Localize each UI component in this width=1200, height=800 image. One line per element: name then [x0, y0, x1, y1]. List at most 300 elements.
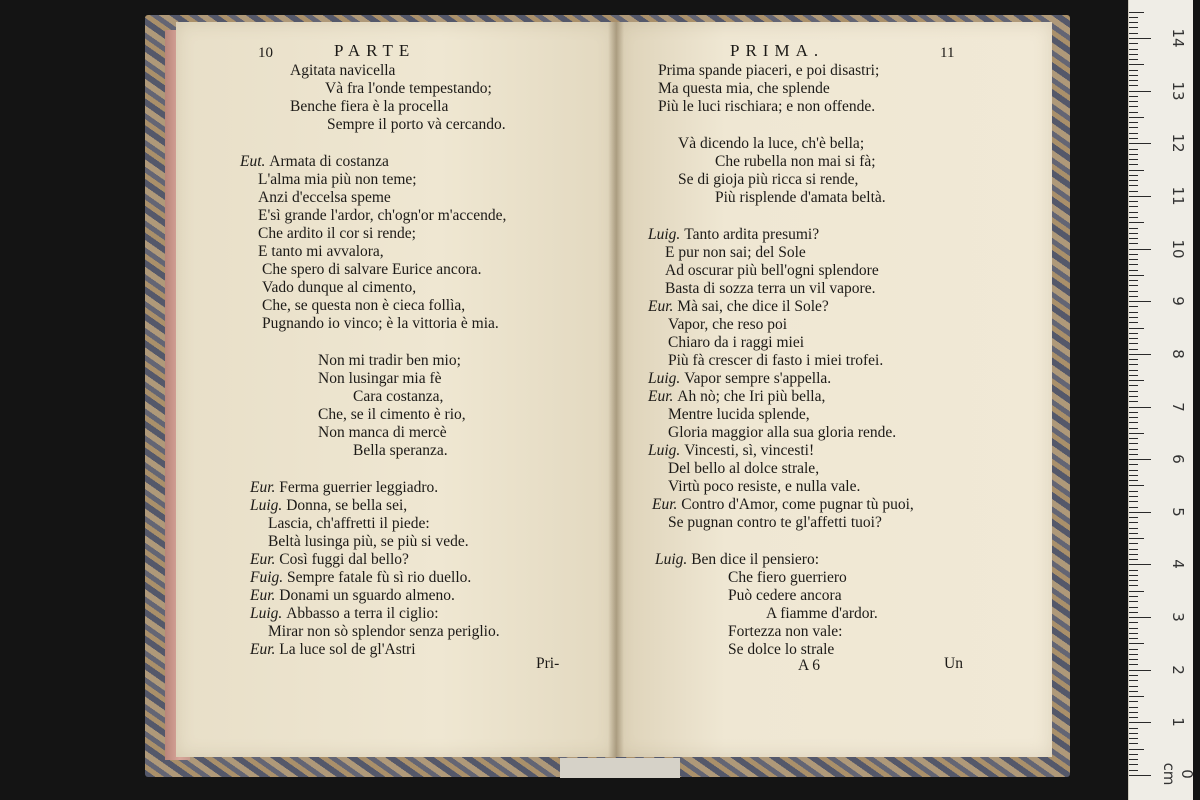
ruler-tick [1129, 49, 1138, 50]
ruler-tick [1129, 38, 1151, 39]
ruler-tick [1129, 275, 1144, 276]
ruler-tick [1129, 596, 1138, 597]
verse-text: Ferma guerrier leggiadro. [279, 479, 439, 496]
text-line [648, 388, 825, 406]
ruler-label: 3 [1169, 612, 1187, 622]
text-line [648, 226, 819, 244]
text-line [258, 189, 391, 207]
verse-text: Può cedere ancora [728, 587, 842, 604]
speaker-label: Luig. [648, 226, 685, 243]
verse-text: Ah nò; che Iri più bella, [677, 388, 826, 405]
ruler-tick [1129, 243, 1138, 244]
ruler-tick [1129, 464, 1138, 465]
speaker-label: Eur. [652, 496, 682, 513]
text-line [668, 406, 810, 424]
ruler-label: 13 [1169, 81, 1187, 101]
ruler-tick [1129, 117, 1144, 118]
ruler-label: 5 [1169, 507, 1187, 517]
ruler-tick [1129, 428, 1138, 429]
ruler-tick [1129, 707, 1138, 708]
ruler-tick [1129, 396, 1138, 397]
ruler-tick [1129, 775, 1151, 776]
text-line [668, 316, 787, 334]
ruler-tick [1129, 654, 1138, 655]
verse-text: Se di gioja più ricca si rende, [678, 171, 859, 188]
text-line [250, 605, 439, 623]
speaker-label: Eur. [250, 479, 280, 496]
verse-text: Ad oscurar più bell'ogni splendore [665, 262, 879, 279]
ruler-tick [1129, 80, 1138, 81]
verse-text: Non manca di mercè [318, 424, 447, 441]
ruler-tick [1129, 343, 1138, 344]
text-line [290, 98, 448, 116]
text-line [290, 62, 395, 80]
ruler-label: 9 [1169, 296, 1187, 306]
speaker-label: Luig. [648, 370, 685, 387]
ruler-tick [1129, 496, 1138, 497]
verse-text: Vado dunque al cimento, [262, 279, 417, 296]
text-line [268, 533, 469, 551]
ruler-tick [1129, 738, 1138, 739]
ruler-tick [1129, 328, 1144, 329]
ruler-tick [1129, 543, 1138, 544]
text-line [262, 297, 465, 315]
right-page-number: 11 [940, 45, 955, 61]
text-line [668, 514, 882, 532]
text-line [665, 262, 879, 280]
ruler-tick [1129, 570, 1138, 571]
ruler-tick [1129, 385, 1138, 386]
ruler-tick [1129, 96, 1138, 97]
verse-text: E'sì grande l'ardor, ch'ogn'or m'accende, [258, 207, 507, 224]
text-line [715, 189, 886, 207]
text-line [658, 80, 830, 98]
verse-text: Virtù poco resiste, e nulla vale. [668, 478, 861, 495]
ruler-tick [1129, 564, 1151, 565]
verse-text: Và fra l'onde tempestando; [325, 80, 492, 97]
ruler-tick [1129, 375, 1138, 376]
ruler-label: 12 [1169, 133, 1187, 153]
speaker-label: Eur. [250, 641, 280, 658]
speaker-label: Luig. [655, 551, 692, 568]
verse-text: Che spero di salvare Eurice ancora. [262, 261, 482, 278]
ruler-tick [1129, 333, 1138, 334]
ruler-tick [1129, 554, 1138, 555]
ruler-tick [1129, 380, 1144, 381]
ruler-tick [1129, 354, 1151, 355]
ruler-tick [1129, 528, 1138, 529]
text-line [240, 153, 389, 171]
ruler-tick [1129, 338, 1138, 339]
ruler-tick [1129, 470, 1138, 471]
ruler-tick [1129, 628, 1138, 629]
verse-text: Benche fiera è la procella [290, 98, 449, 115]
ruler-label: 6 [1169, 454, 1187, 464]
ruler-tick [1129, 401, 1138, 402]
ruler-tick [1129, 143, 1151, 144]
verse-text: Fortezza non vale: [728, 623, 843, 640]
verse-text: Agitata navicella [290, 62, 396, 79]
ruler-tick [1129, 733, 1138, 734]
ruler-tick [1129, 649, 1138, 650]
verse-text: Và dicendo la luce, ch'è bella; [678, 135, 865, 152]
ruler-label: 0 cm [1160, 762, 1196, 786]
speaker-label: Eur. [648, 298, 678, 315]
ruler-tick [1129, 106, 1138, 107]
ruler-label: 1 [1169, 717, 1187, 728]
verse-text: Sempre il porto và cercando. [327, 116, 506, 133]
ruler-tick [1129, 533, 1138, 534]
ruler-tick [1129, 233, 1138, 234]
ruler-tick [1129, 612, 1138, 613]
verse-text: Mentre lucida splende, [668, 406, 810, 423]
text-line [258, 225, 416, 243]
text-line [728, 569, 847, 587]
ruler-tick [1129, 407, 1151, 408]
speaker-label: Eur. [648, 388, 678, 405]
text-line [648, 298, 829, 316]
ruler-tick [1129, 491, 1138, 492]
verse-text: La luce sol de gl'Astri [279, 641, 416, 658]
text-line [353, 442, 448, 460]
ruler-tick [1129, 101, 1138, 102]
ruler-tick [1129, 659, 1138, 660]
speaker-label: Luig. [250, 497, 287, 514]
verse-text: Cara costanza, [353, 388, 444, 405]
ruler-tick [1129, 622, 1138, 623]
ruler-tick [1129, 717, 1138, 718]
text-line [258, 243, 384, 261]
ruler-tick [1129, 349, 1138, 350]
ruler-tick [1129, 701, 1138, 702]
ruler-tick [1129, 301, 1151, 302]
verse-text: Che, se questa non è cieca follìa, [262, 297, 466, 314]
ruler-tick [1129, 749, 1144, 750]
text-line [668, 334, 804, 352]
ruler-tick [1129, 33, 1138, 34]
ruler-tick [1129, 575, 1138, 576]
text-line [668, 352, 883, 370]
verse-text: Abbasso a terra il ciglio: [286, 605, 439, 622]
speaker-label: Luig. [648, 442, 685, 459]
text-line [678, 135, 864, 153]
ruler-tick [1129, 138, 1138, 139]
ruler-label: 14 [1169, 28, 1187, 48]
ruler-tick [1129, 549, 1138, 550]
ruler-tick [1129, 475, 1138, 476]
text-line [658, 98, 875, 116]
text-line [728, 587, 842, 605]
ruler-tick [1129, 154, 1138, 155]
ruler-tick [1129, 43, 1138, 44]
text-line [262, 279, 416, 297]
ruler-tick [1129, 70, 1138, 71]
text-line [728, 623, 842, 641]
ruler-tick [1129, 454, 1138, 455]
verse-text: Non mi tradir ben mio; [318, 352, 461, 369]
ruler-label: 8 [1169, 349, 1187, 359]
ruler-tick [1129, 538, 1144, 539]
verse-text: Così fuggi dal bello? [279, 551, 409, 568]
verse-text: Sempre fatale fù sì rio duello. [287, 569, 472, 586]
ruler-tick [1129, 643, 1144, 644]
ruler-tick [1129, 364, 1138, 365]
text-line [250, 551, 409, 569]
text-line [715, 153, 876, 171]
ruler-tick [1129, 480, 1138, 481]
ruler-tick [1129, 317, 1138, 318]
text-line [668, 478, 860, 496]
verse-text: Armata di costanza [269, 153, 389, 170]
ruler-label: 11 [1169, 186, 1187, 206]
ruler-tick [1129, 485, 1144, 486]
verse-text: L'alma mia più non teme; [258, 171, 417, 188]
ruler-tick [1129, 617, 1151, 618]
verse-text: E pur non sai; del Sole [665, 244, 806, 261]
verse-text: A fiamme d'ardor. [766, 605, 878, 622]
ruler-tick [1129, 196, 1151, 197]
ruler-tick [1129, 201, 1138, 202]
verse-text: Ben dice il pensiero: [691, 551, 820, 568]
ruler-tick [1129, 507, 1138, 508]
ruler-tick [1129, 512, 1151, 513]
text-line [258, 207, 506, 225]
right-catchword: Un [944, 655, 963, 672]
ruler-tick [1129, 296, 1138, 297]
text-line [652, 496, 914, 514]
ruler-label: 2 [1169, 664, 1187, 675]
ruler-tick [1129, 312, 1138, 313]
text-line [668, 424, 896, 442]
ruler-tick [1129, 607, 1138, 608]
ruler-tick [1129, 712, 1138, 713]
text-line [327, 116, 506, 134]
text-line [648, 370, 831, 388]
text-line [268, 515, 430, 533]
verse-text: Se dolce lo strale [728, 641, 835, 658]
verse-text: Più le luci rischiara; e non offende. [658, 98, 876, 115]
ruler-tick [1129, 170, 1144, 171]
ruler-tick [1129, 185, 1138, 186]
verse-text: Donna, se bella sei, [286, 497, 408, 514]
ruler-tick [1129, 433, 1144, 434]
verse-text: Beltà lusinga più, se più si vede. [268, 533, 469, 550]
text-line [250, 569, 471, 587]
ruler-tick [1129, 127, 1138, 128]
text-line [268, 623, 500, 641]
ruler-tick [1129, 664, 1138, 665]
ruler-tick [1129, 670, 1151, 671]
verse-text: E tanto mi avvalora, [258, 243, 384, 260]
ruler-tick [1129, 259, 1138, 260]
verse-text: Che, se il cimento è rio, [318, 406, 466, 423]
verse-text: Più fà crescer di fasto i miei trofei. [668, 352, 884, 369]
ruler-tick [1129, 359, 1138, 360]
ruler-tick [1129, 122, 1138, 123]
verse-text: Anzi d'eccelsa speme [258, 189, 391, 206]
ruler-tick [1129, 212, 1138, 213]
speaker-label: Eur. [250, 587, 280, 604]
ruler-tick [1129, 264, 1138, 265]
ruler-tick [1129, 591, 1144, 592]
speaker-label: Eut. [240, 153, 270, 170]
ruler-tick [1129, 222, 1144, 223]
ruler-tick [1129, 412, 1138, 413]
text-line [658, 62, 879, 80]
text-line [250, 587, 455, 605]
verse-text: Tanto ardita presumi? [684, 226, 820, 243]
ruler-tick [1129, 770, 1138, 771]
ruler-tick [1129, 22, 1138, 23]
ruler-tick [1129, 638, 1138, 639]
ruler-tick [1129, 59, 1138, 60]
ruler-tick [1129, 680, 1138, 681]
ruler-label: 10 [1169, 239, 1187, 259]
ruler-tick [1129, 206, 1138, 207]
book-gutter [608, 22, 624, 757]
ruler-tick [1129, 270, 1138, 271]
ruler-tick [1129, 633, 1138, 634]
text-line [766, 605, 878, 623]
ruler-tick [1129, 54, 1138, 55]
left-catchword: Pri- [536, 655, 560, 672]
text-line [665, 244, 806, 262]
text-line [258, 171, 417, 189]
ruler-label: 4 [1169, 559, 1187, 570]
speaker-label: Fuig. [250, 569, 288, 586]
verse-text: Prima spande piaceri, e poi disastri; [658, 62, 880, 79]
ruler-tick [1129, 585, 1138, 586]
ruler-tick [1129, 691, 1138, 692]
text-line [262, 315, 499, 333]
text-line [250, 497, 407, 515]
speaker-label: Luig. [250, 605, 287, 622]
verse-text: Che rubella non mai si fà; [715, 153, 876, 170]
ruler-tick [1129, 422, 1138, 423]
ruler-tick [1129, 180, 1138, 181]
ruler-tick [1129, 149, 1138, 150]
verse-text: Vincesti, sì, vincesti! [684, 442, 815, 459]
ruler-tick [1129, 164, 1138, 165]
ruler-tick [1129, 228, 1138, 229]
ruler-tick [1129, 601, 1138, 602]
verse-text: Lascia, ch'affretti il piede: [268, 515, 430, 532]
ruler-tick [1129, 85, 1138, 86]
verse-text: Vapor, che reso poi [668, 316, 788, 333]
ruler-tick [1129, 417, 1138, 418]
verse-text: Non lusingar mia fè [318, 370, 442, 387]
ruler-tick [1129, 280, 1138, 281]
verse-text: Chiaro da i raggi miei [668, 334, 805, 351]
text-line [250, 641, 416, 659]
ruler-tick [1129, 675, 1138, 676]
ruler-tick [1129, 254, 1138, 255]
verse-text: Contro d'Amor, come pugnar tù puoi, [681, 496, 914, 513]
ruler-tick [1129, 249, 1151, 250]
ruler-tick [1129, 17, 1138, 18]
left-running-head: PARTE [334, 41, 416, 60]
ruler-tick [1129, 159, 1138, 160]
verse-text: Donami un sguardo almeno. [279, 587, 455, 604]
ruler-tick [1129, 238, 1138, 239]
text-line [318, 352, 461, 370]
ruler-tick [1129, 391, 1138, 392]
ruler-tick [1129, 133, 1138, 134]
ruler-tick [1129, 522, 1138, 523]
ruler-tick [1129, 517, 1138, 518]
text-line [250, 479, 438, 497]
verse-text: Gloria maggior alla sua gloria rende. [668, 424, 897, 441]
ruler-tick [1129, 291, 1138, 292]
ruler-tick [1129, 501, 1138, 502]
ruler-tick [1129, 722, 1151, 723]
binding-cloth [560, 758, 680, 778]
verse-text: Se pugnan contro te gl'affetti tuoi? [668, 514, 882, 531]
ruler-tick [1129, 754, 1138, 755]
ruler-tick [1129, 175, 1138, 176]
ruler-tick [1129, 438, 1138, 439]
ruler-tick [1129, 370, 1138, 371]
ruler-label: 7 [1169, 401, 1187, 412]
ruler-tick [1129, 12, 1144, 13]
ruler-tick [1129, 728, 1138, 729]
verse-text: Del bello al dolce strale, [668, 460, 820, 477]
ruler-tick [1129, 306, 1138, 307]
verse-text: Ma questa mia, che splende [658, 80, 830, 97]
ruler-tick [1129, 27, 1138, 28]
ruler-tick [1129, 191, 1138, 192]
text-line [655, 551, 819, 569]
verse-text: Bella speranza. [353, 442, 448, 459]
right-running-head: PRIMA. [730, 41, 825, 60]
verse-text: Vapor sempre s'appella. [684, 370, 832, 387]
ruler-tick [1129, 743, 1138, 744]
verse-text: Mirar non sò splendor senza periglio. [268, 623, 500, 640]
verse-text: Che fiero guerriero [728, 569, 847, 586]
text-line [665, 280, 875, 298]
ruler-tick [1129, 764, 1138, 765]
ruler-tick [1129, 449, 1138, 450]
ruler-tick [1129, 322, 1138, 323]
speaker-label: Eur. [250, 551, 280, 568]
text-line [728, 641, 834, 659]
text-line [318, 370, 442, 388]
text-line [318, 406, 466, 424]
ruler-tick [1129, 459, 1151, 460]
ruler-tick [1129, 285, 1138, 286]
ruler-tick [1129, 75, 1138, 76]
text-line [325, 80, 492, 98]
verse-text: Basta di sozza terra un vil vapore. [665, 280, 876, 297]
ruler-tick [1129, 112, 1138, 113]
text-line [353, 388, 443, 406]
text-line [318, 424, 447, 442]
ruler-tick [1129, 580, 1138, 581]
ruler-tick [1129, 443, 1138, 444]
ruler-tick [1129, 217, 1138, 218]
text-line [668, 460, 819, 478]
verse-text: Più risplende d'amata beltà. [715, 189, 886, 206]
ruler-tick [1129, 686, 1138, 687]
verse-text: Che ardito il cor si rende; [258, 225, 416, 242]
measuring-ruler [1128, 0, 1196, 800]
ruler-tick [1129, 91, 1151, 92]
text-line [678, 171, 858, 189]
left-page-number: 10 [258, 45, 273, 61]
verse-text: Pugnando io vinco; è la vittoria è mia. [262, 315, 499, 332]
ruler-tick [1129, 559, 1138, 560]
ruler-tick [1129, 696, 1144, 697]
